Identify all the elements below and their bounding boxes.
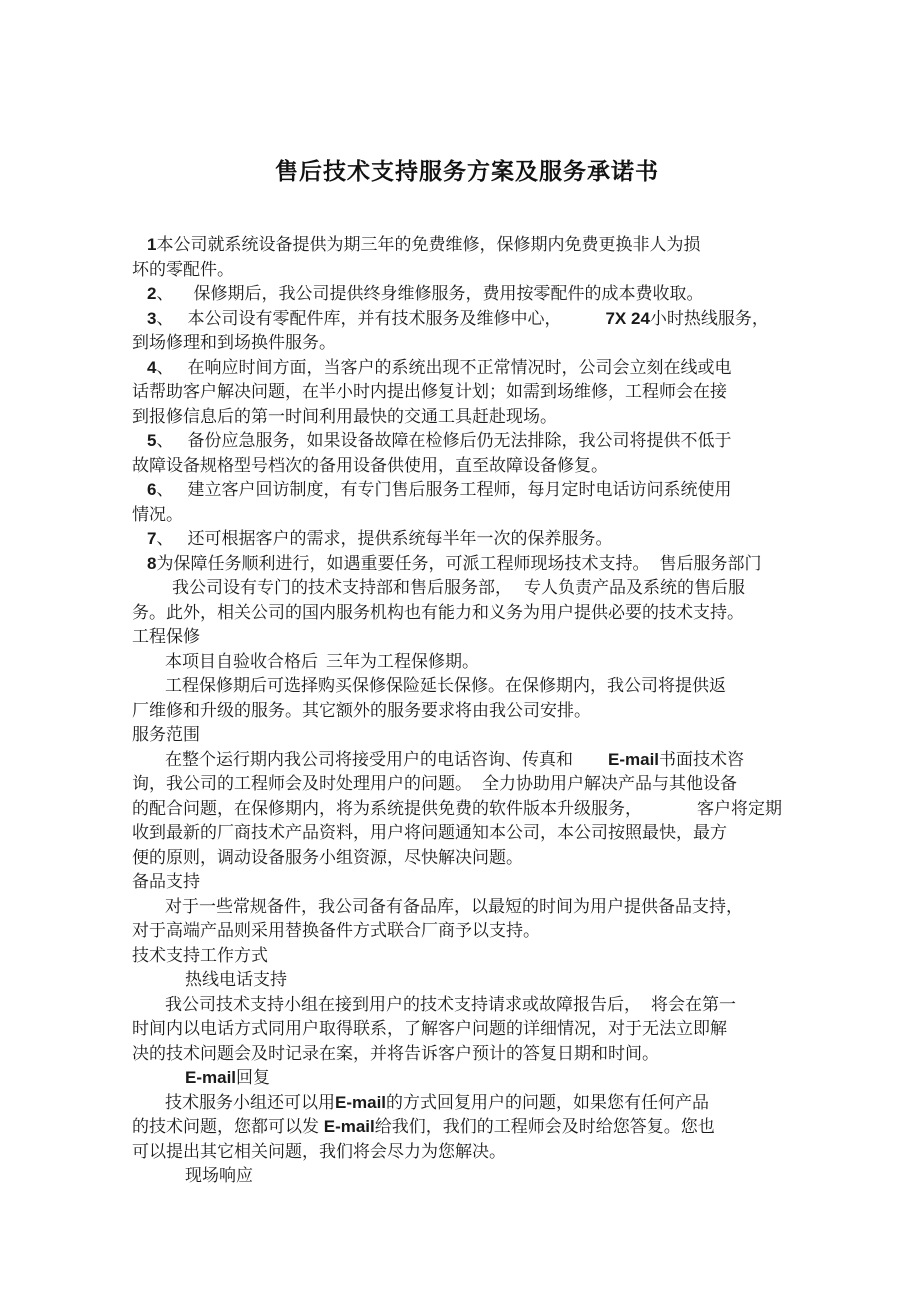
text-run: 书面技术咨 <box>659 749 745 769</box>
text-line <box>132 258 802 283</box>
text-line <box>132 1042 802 1067</box>
text-run: 服务范围 <box>132 725 200 744</box>
text-run: 全力协助用户解决产品与其他设备 <box>482 774 737 793</box>
text-line <box>132 356 802 381</box>
text-run: E-mail <box>185 1068 237 1087</box>
text-run: 、 <box>156 480 174 499</box>
tab-space <box>173 445 187 446</box>
text-run: 本公司就系统设备提供为期三年的免费维修，保修期内免费更换非人为损 <box>156 235 701 254</box>
text-run: 还可根据客户的需求，提供系统每半年一次的保养服务。 <box>187 529 613 548</box>
text-run: 7 <box>147 529 157 548</box>
text-run: 回复 <box>236 1068 271 1087</box>
text-line <box>132 919 802 944</box>
text-line <box>132 576 802 601</box>
text-line <box>132 307 802 332</box>
tab-space <box>512 592 524 593</box>
text-run: 为保障任务顺利进行，如遇重要任务，可派工程师现场技术支持。 <box>156 553 650 573</box>
text-run: 4 <box>147 357 157 377</box>
tab-space <box>649 568 659 569</box>
text-run: 3 <box>147 308 157 328</box>
text-line <box>132 478 802 503</box>
text-line <box>132 1140 802 1165</box>
text-line <box>132 552 802 577</box>
text-run: 售后服务部门 <box>659 553 762 573</box>
tab-space <box>318 666 326 667</box>
text-run: 决的技术问题会及时记录在案，并将告诉客户预计的答复日期和时间。 <box>132 1043 659 1063</box>
text-line <box>132 993 802 1018</box>
text-run: 7X 24 <box>605 308 650 328</box>
text-line <box>132 821 802 846</box>
text-line <box>132 282 802 307</box>
text-line <box>132 650 802 675</box>
text-line <box>132 527 802 552</box>
text-run: E-mail <box>335 1092 387 1112</box>
tab-space <box>472 788 482 789</box>
text-run: 热线电话支持 <box>185 970 287 989</box>
text-run: 本项目自验收合格后 <box>165 651 318 671</box>
text-run: 我公司设有专门的技术支持部和售后服务部， <box>172 578 512 597</box>
text-run: 、 <box>156 357 174 377</box>
text-run: 时间内以电话方式同用户取得联系，了解客户问题的详细情况，对于无法立即解 <box>132 1019 727 1038</box>
text-line <box>132 405 802 430</box>
text-run: 保修期后，我公司提供终身维修服务，费用按零配件的成本费收取。 <box>193 284 704 303</box>
text-run: 情况。 <box>132 504 183 524</box>
text-run: 的方式回复用户的问题，如果您有任何产品 <box>386 1092 710 1112</box>
text-line <box>132 870 802 895</box>
text-line <box>132 429 802 454</box>
text-line <box>132 601 802 626</box>
text-run: 在响应时间方面，当客户的系统出现不正常情况时，公司会立刻在线或电 <box>187 357 732 377</box>
tab-space <box>573 764 608 765</box>
text-run: 技术服务小组还可以用 <box>165 1092 335 1112</box>
text-run: 我公司技术支持小组在接到用户的技术支持请求或故障报告后， <box>165 994 641 1014</box>
document-text-block <box>132 233 802 1189</box>
text-run: E-mail <box>323 1117 375 1136</box>
tab-space <box>173 298 193 299</box>
tab-space <box>173 543 187 544</box>
text-run: 将会在第一 <box>651 994 736 1014</box>
text-run: 务。此外，相关公司的国内服务机构也有能力和义务为用户提供必要的技术支持。 <box>132 602 744 622</box>
text-run: 备份应急服务，如果设备故障在检修后仍无法排除，我公司将提供不低于 <box>187 431 732 450</box>
tab-space <box>641 1009 651 1010</box>
text-line <box>132 233 802 258</box>
text-line <box>132 699 802 724</box>
text-line <box>132 1066 802 1091</box>
text-line <box>132 1091 802 1116</box>
text-run: 现场响应 <box>185 1166 253 1185</box>
text-run: 技术支持工作方式 <box>132 945 268 965</box>
text-run: 收到最新的厂商技术产品资料，用户将问题通知本公司，本公司按照最快，最方 <box>132 823 727 842</box>
text-line <box>132 895 802 920</box>
text-run: 的技术问题，您都可以发 <box>132 1117 324 1136</box>
text-run: 工程保修期后可选择购买保修保险延长保修。在保修期内，我公司将提供返 <box>165 676 726 695</box>
text-run: 到场修理和到场换件服务。 <box>132 333 336 352</box>
tab-space <box>173 494 187 495</box>
text-line <box>132 797 802 822</box>
text-line <box>132 748 802 773</box>
text-line <box>132 1017 802 1042</box>
text-run: 坏的零配件。 <box>132 259 234 279</box>
text-run: 厂维修和升级的服务。其它额外的服务要求将由我公司安排。 <box>132 700 591 720</box>
text-run: 2 <box>147 284 157 303</box>
text-line <box>132 1115 802 1140</box>
text-run: 给我们，我们的工程师会及时给您答复。您也 <box>374 1117 715 1136</box>
text-run: 对于高端产品则采用替换备件方式联合厂商予以支持。 <box>132 921 540 940</box>
text-run: 8 <box>147 553 157 573</box>
text-run: 本公司设有零配件库，并有技术服务及维修中心， <box>187 308 562 328</box>
text-line <box>132 1164 802 1189</box>
tab-space <box>173 372 187 373</box>
text-line <box>132 846 802 871</box>
text-line <box>132 454 802 479</box>
text-run: 故障设备规格型号档次的备用设备供使用，直至故障设备修复。 <box>132 455 608 475</box>
text-run: 、 <box>156 308 174 328</box>
text-run: 1 <box>147 235 157 254</box>
text-run: 6 <box>147 480 157 499</box>
text-run: 的配合问题，在保修期内，将为系统提供免费的软件版本升级服务， <box>132 798 642 818</box>
text-run: 三年为工程保修期。 <box>326 651 479 671</box>
text-run: 工程保修 <box>132 627 200 646</box>
text-line <box>132 625 802 650</box>
text-line <box>132 968 802 993</box>
text-line <box>132 503 802 528</box>
text-line <box>132 772 802 797</box>
text-run: 可以提出其它相关问题，我们将会尽力为您解决。 <box>132 1141 506 1161</box>
text-run: 建立客户回访制度，有专门售后服务工程师，每月定时电话访问系统使用 <box>187 480 732 499</box>
text-run: 话帮助客户解决问题，在半小时内提出修复计划；如需到场维修，工程师会在接 <box>132 382 727 401</box>
document-title: 售后技术支持服务方案及服务承诺书 <box>275 158 659 184</box>
text-run: 专人负责产品及系统的售后服 <box>524 578 745 597</box>
text-run: 备品支持 <box>132 872 200 891</box>
text-line <box>132 944 802 969</box>
tab-space <box>561 323 605 324</box>
text-line <box>132 674 802 699</box>
text-line <box>132 723 802 748</box>
text-run: 小时热线服务， <box>649 308 769 328</box>
text-run: 便的原则，调动设备服务小组资源，尽快解决问题。 <box>132 847 523 867</box>
text-run: 、 <box>156 431 174 450</box>
text-line <box>132 380 802 405</box>
text-run: 5 <box>147 431 157 450</box>
text-run: E-mail <box>608 749 660 769</box>
text-run: 、 <box>156 529 174 548</box>
text-run: 、 <box>156 284 174 303</box>
tab-space <box>642 813 697 814</box>
text-run: 询，我公司的工程师会及时处理用户的问题。 <box>132 774 472 793</box>
text-run: 对于一些常规备件，我公司备有备品库，以最短的时间为用户提供备品支持， <box>165 896 743 916</box>
tab-space <box>173 323 187 324</box>
text-line <box>132 331 802 356</box>
text-run: 在整个运行期内我公司将接受用户的电话咨询、传真和 <box>165 749 573 769</box>
text-run: 到报修信息后的第一时间利用最快的交通工具赶赴现场。 <box>132 406 557 426</box>
text-run: 客户将定期 <box>697 798 782 818</box>
